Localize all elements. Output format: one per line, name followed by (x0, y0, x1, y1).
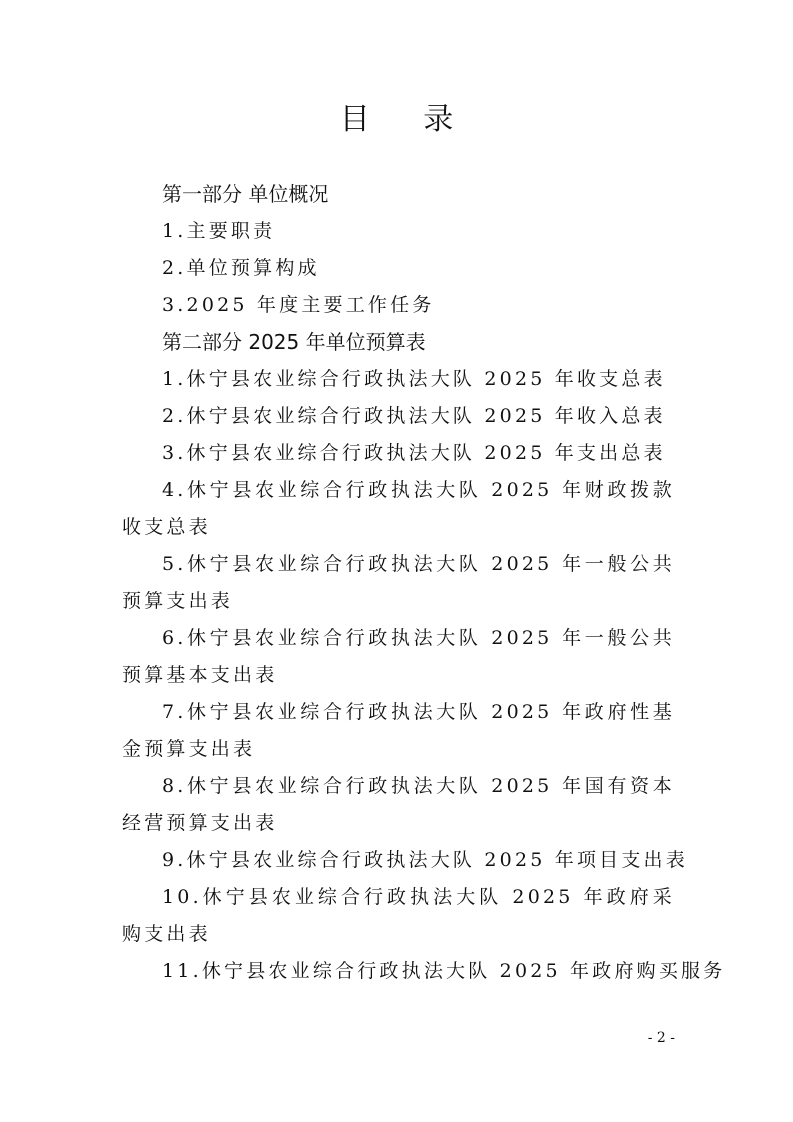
toc-entry: 5.休宁县农业综合行政执法大队 2025 年一般公共预算支出表 (122, 553, 675, 612)
table-of-contents (122, 176, 726, 990)
toc-part-heading: 第一部分 单位概况 (162, 182, 329, 206)
toc-entry: 3.休宁县农业综合行政执法大队 2025 年支出总表 (162, 442, 666, 464)
toc-entry: 1.休宁县农业综合行政执法大队 2025 年收支总表 (162, 368, 666, 390)
toc-entry: 8.休宁县农业综合行政执法大队 2025 年国有资本经营预算支出表 (122, 775, 675, 834)
toc-entry: 7.休宁县农业综合行政执法大队 2025 年政府性基金预算支出表 (122, 701, 675, 760)
page-number: - 2 - (647, 1030, 675, 1046)
toc-entry: 2.单位预算构成 (162, 257, 320, 279)
page-title: 目 录 (339, 102, 476, 137)
toc-entry: 2.休宁县农业综合行政执法大队 2025 年收入总表 (162, 405, 666, 427)
toc-entry: 6.休宁县农业综合行政执法大队 2025 年一般公共预算基本支出表 (122, 627, 675, 686)
toc-entry: 11.休宁县农业综合行政执法大队 2025 年政府购买服务 (162, 960, 726, 982)
toc-part-heading: 第二部分 2025 年单位预算表 (162, 330, 426, 354)
toc-entry: 9.休宁县农业综合行政执法大队 2025 年项目支出表 (162, 849, 688, 871)
toc-entry: 4.休宁县农业综合行政执法大队 2025 年财政拨款收支总表 (122, 479, 675, 538)
toc-entry: 10.休宁县农业综合行政执法大队 2025 年政府采购支出表 (122, 886, 675, 945)
toc-entry: 3.2025 年度主要工作任务 (162, 294, 435, 316)
toc-entry: 1.主要职责 (162, 220, 276, 242)
